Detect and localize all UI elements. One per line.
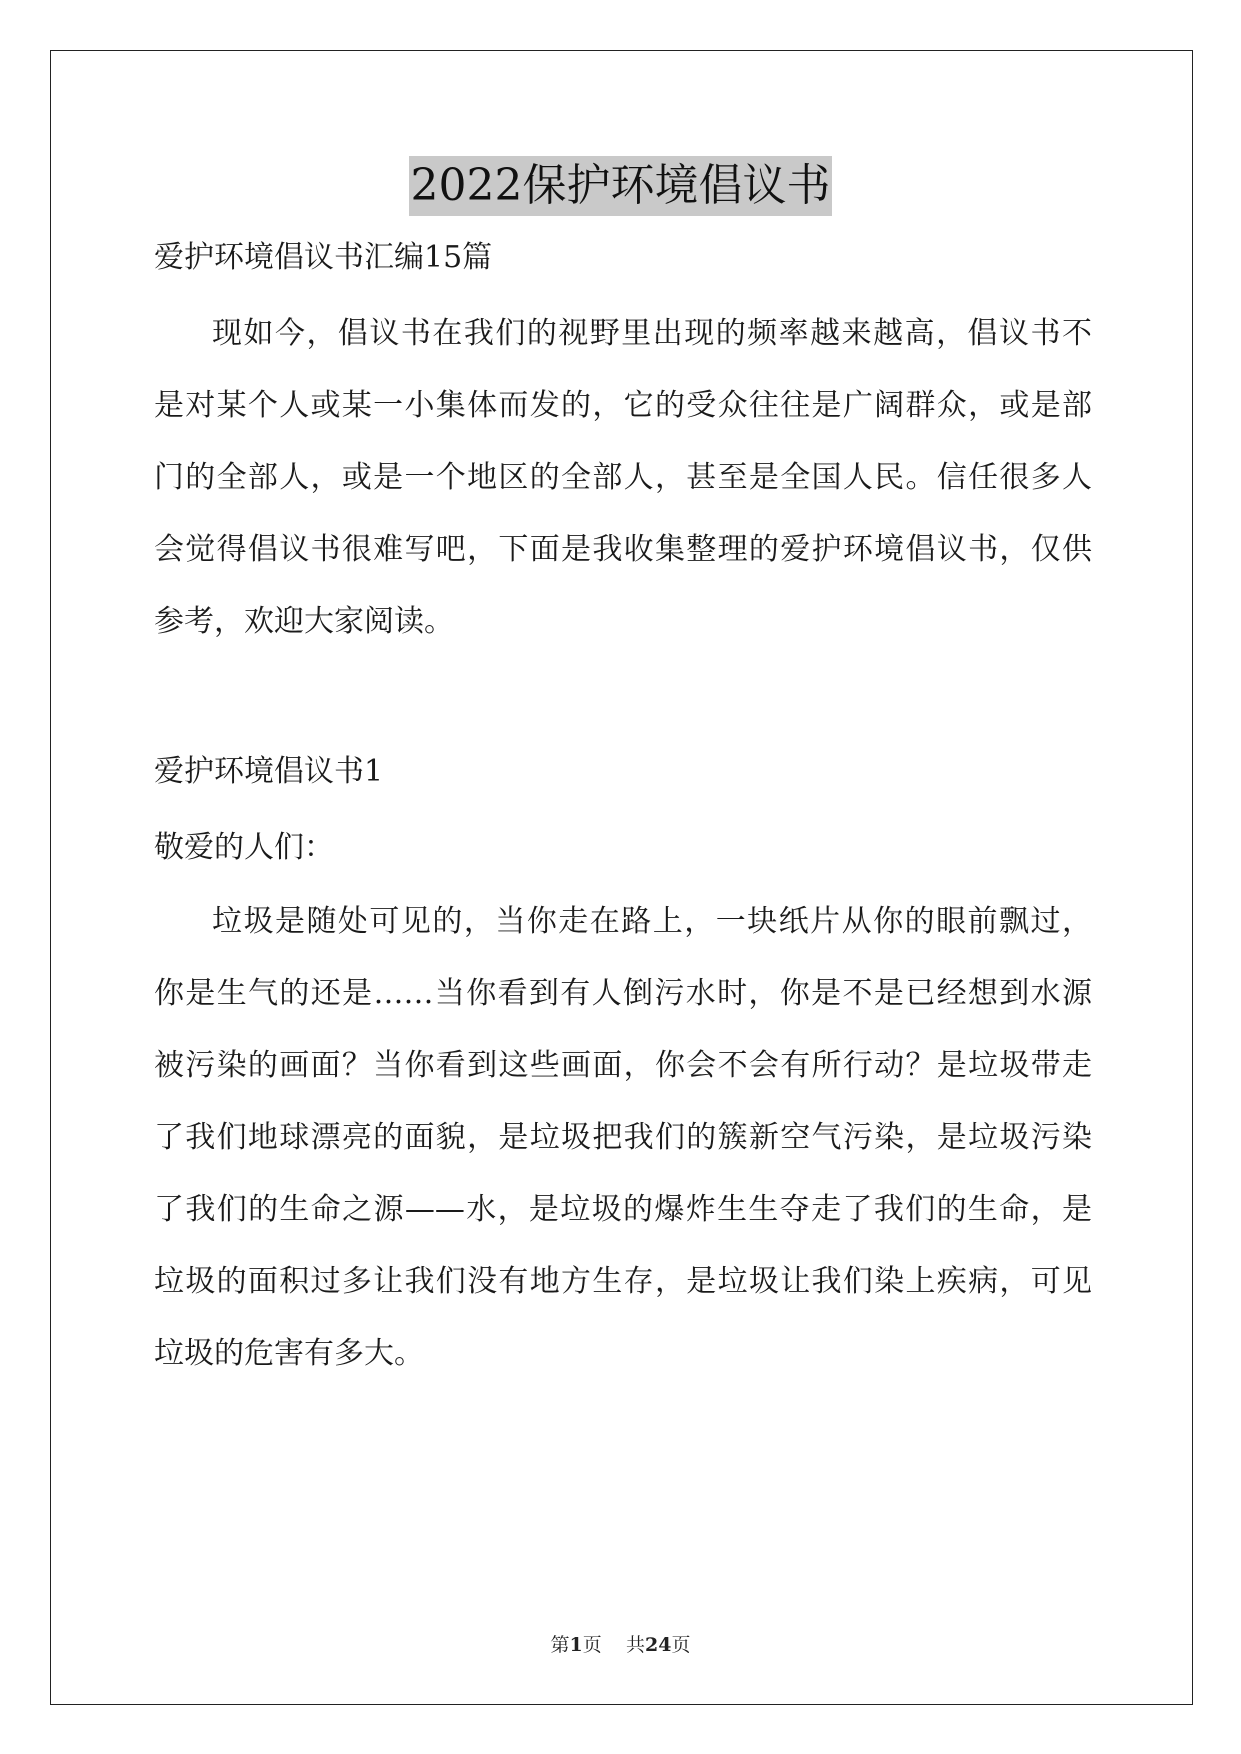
page-number: 1 — [569, 1634, 583, 1656]
title-container — [0, 156, 1241, 216]
body-paragraph-line: 垃圾的面积过多让我们没有地方生存，是垃圾让我们染上疾病，可见 — [154, 1264, 1092, 1299]
footer-total-prefix: 共 — [625, 1634, 645, 1656]
footer-page-suffix: 页 — [582, 1634, 602, 1656]
page-border — [50, 50, 1193, 1705]
intro-paragraph-line: 门的全部人，或是一个地区的全部人，甚至是全国人民。信任很多人 — [154, 460, 1092, 495]
intro-paragraph-line: 会觉得倡议书很难写吧，下面是我收集整理的爱护环境倡议书，仅供 — [154, 532, 1092, 567]
body-paragraph-line: 你是生气的还是……当你看到有人倒污水时，你是不是已经想到水源 — [154, 976, 1092, 1011]
intro-paragraph-line: 参考，欢迎大家阅读。 — [154, 604, 454, 639]
salutation: 敬爱的人们： — [154, 830, 334, 865]
body-paragraph-line: 垃圾的危害有多大。 — [154, 1336, 424, 1371]
footer-prefix: 第 — [550, 1634, 570, 1656]
body-paragraph-line: 了我们地球漂亮的面貌，是垃圾把我们的簇新空气污染，是垃圾污染 — [154, 1120, 1092, 1155]
document-subtitle: 爱护环境倡议书汇编15篇 — [154, 240, 493, 275]
total-pages: 24 — [644, 1634, 672, 1656]
document-title: 2022保护环境倡议书 — [409, 156, 833, 216]
body-paragraph-line: 了我们的生命之源——水，是垃圾的爆炸生生夺走了我们的生命，是 — [154, 1192, 1092, 1227]
intro-paragraph-line: 现如今，倡议书在我们的视野里出现的频率越来越高，倡议书不 — [212, 316, 1092, 351]
intro-paragraph-line: 是对某个人或某一小集体而发的，它的受众往往是广阔群众，或是部 — [154, 388, 1092, 423]
section-heading: 爱护环境倡议书1 — [154, 754, 384, 789]
footer-total-suffix: 页 — [671, 1634, 691, 1656]
body-paragraph-line: 被污染的画面？当你看到这些画面，你会不会有所行动？是垃圾带走 — [154, 1048, 1092, 1083]
page-footer — [0, 1630, 1241, 1657]
body-paragraph-line: 垃圾是随处可见的，当你走在路上，一块纸片从你的眼前飘过， — [212, 904, 1092, 939]
